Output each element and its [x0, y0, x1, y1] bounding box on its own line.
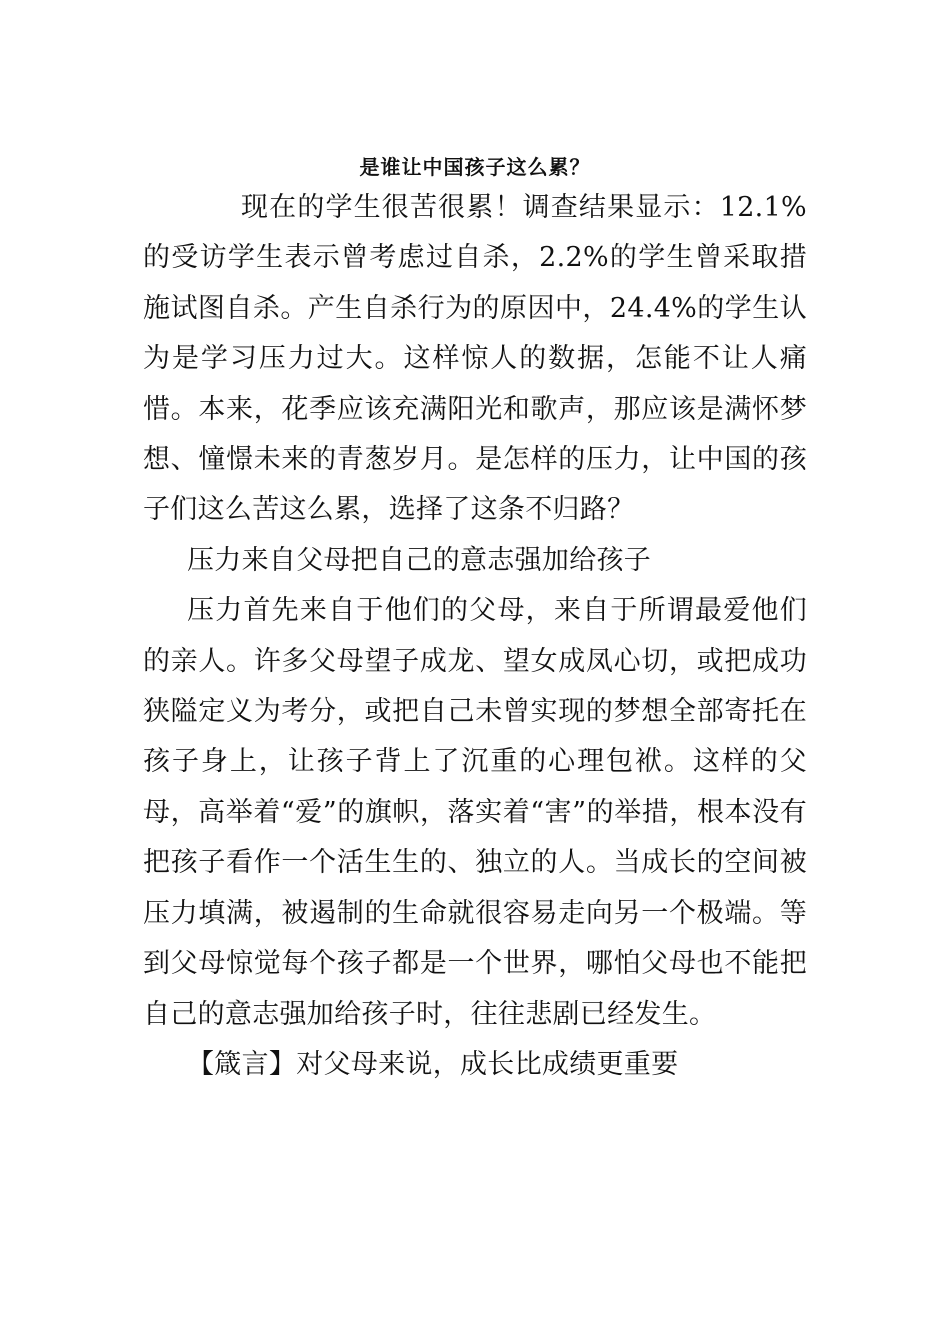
document-body	[143, 183, 807, 1090]
document-title: 是谁让中国孩子这么累？	[359, 155, 591, 179]
section-heading: 压力来自父母把自己的意志强加给孩子	[187, 544, 652, 576]
paragraph-parents: 压力首先来自于他们的父母，来自于所谓最爱他们的亲人。许多父母望子成龙、望女成凤心切，或把成功狭隘定义为考分，或把自己未曾实现的梦想全部寄托在孩子身上，让孩子背上了沉重的心理包袱。这样的父母，高举着“爱”的旗帜，落实着“害”的举措，根本没有把孩子看作一个活生生的、独立的人。当成长的空间被压力填满，被遏制的生命就很容易走向另一个极端。等到父母惊觉每个孩子都是一个世界，哪怕父母也不能把自己的意志强加给孩子时，往往悲剧已经发生。	[143, 595, 807, 1030]
motto-line: 【箴言】对父母来说，成长比成绩更重要	[187, 1048, 679, 1080]
paragraph-intro: 现在的学生很苦很累！调查结果显示：12.1%的受访学生表示曾考虑过自杀，2.2%的学生曾采取措施试图自杀。产生自杀行为的原因中，24.4%的学生认为是学习压力过大。这样惊人的数据，怎能不让人痛惜。本来，花季应该充满阳光和歌声，那应该是满怀梦想、憧憬未来的青葱岁月。是怎样的压力，让中国的孩子们这么苦这么累，选择了这条不归路？	[143, 192, 807, 526]
